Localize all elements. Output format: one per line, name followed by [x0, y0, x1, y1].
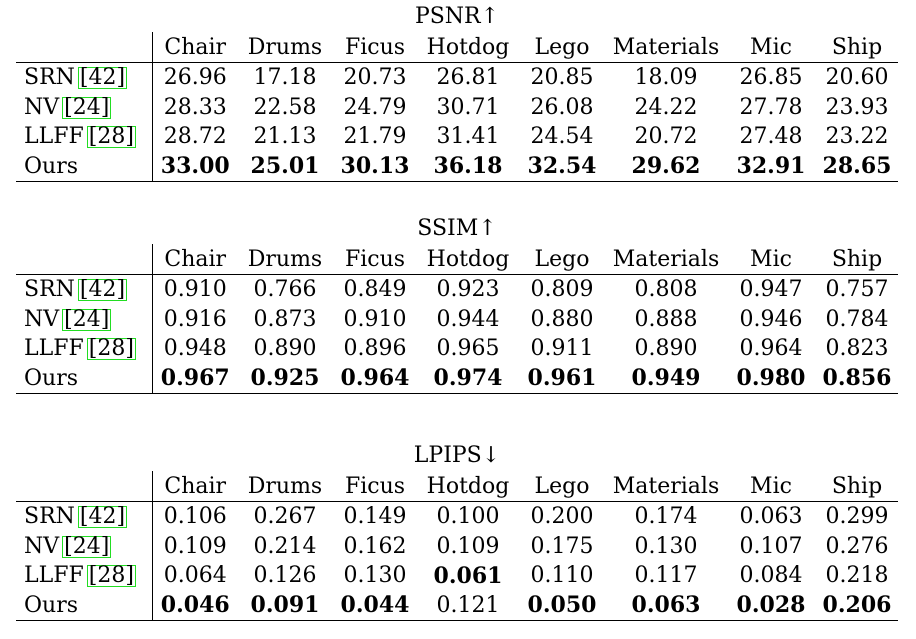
value-cell: 0.856 [816, 364, 898, 394]
value-cell: 0.126 [253, 563, 317, 589]
column-header: Ship [816, 471, 898, 502]
value-cell: 0.107 [739, 533, 803, 559]
value-cell: 0.109 [436, 533, 500, 559]
value-cell: 26.96 [163, 65, 227, 91]
value-cell: 0.967 [152, 364, 238, 394]
method-cell [16, 152, 152, 182]
corner-cell [16, 471, 152, 502]
header-row [16, 32, 898, 63]
column-header: Ficus [332, 244, 418, 275]
column-header: Chair [152, 244, 238, 275]
psnr-table [16, 32, 898, 182]
psnr-table-block [16, 2, 898, 182]
table-row [16, 334, 898, 364]
method-name: Ours [24, 153, 79, 179]
citation-number: 24 [72, 533, 101, 559]
value-cell: 0.117 [634, 563, 698, 589]
value-cell: 0.849 [343, 277, 407, 303]
value-cell: 26.85 [739, 65, 803, 91]
value-cell: 25.01 [238, 152, 332, 182]
method-name: LLFF [24, 563, 84, 589]
value-cell: 29.62 [606, 152, 726, 182]
value-cell: 20.60 [825, 65, 889, 91]
column-header: Mic [726, 32, 816, 63]
method-name: SRN [24, 277, 75, 303]
citation-link[interactable]: [28] [88, 124, 134, 150]
method-cell [16, 275, 152, 305]
citation-link[interactable]: [28] [88, 336, 134, 362]
column-header: Hotdog [418, 471, 518, 502]
value-cell: 0.947 [739, 277, 803, 303]
value-cell: 27.78 [739, 94, 803, 120]
value-cell: 0.106 [163, 504, 227, 530]
value-cell: 0.910 [163, 277, 227, 303]
citation-link[interactable]: [28] [88, 563, 134, 589]
value-cell: 20.85 [530, 65, 594, 91]
citation-link[interactable]: [24] [64, 533, 110, 559]
value-cell: 0.206 [816, 591, 898, 621]
column-header: Ship [816, 244, 898, 275]
citation-link[interactable]: [42] [79, 504, 126, 530]
value-cell: 0.044 [332, 591, 418, 621]
value-cell: 32.91 [726, 152, 816, 182]
column-header: Ship [816, 32, 898, 63]
lpips-table-block [16, 441, 898, 621]
value-cell: 0.925 [238, 364, 332, 394]
value-cell: 0.200 [530, 504, 594, 530]
value-cell: 0.109 [163, 533, 227, 559]
citation-number: 28 [97, 563, 126, 589]
value-cell: 0.214 [253, 533, 317, 559]
citation-number: 28 [97, 336, 126, 362]
value-cell: 0.809 [530, 277, 594, 303]
value-cell: 0.130 [343, 563, 407, 589]
citation-link[interactable]: [42] [79, 277, 126, 303]
citation-number: 24 [72, 306, 101, 332]
value-cell: 24.54 [530, 124, 594, 150]
method-cell [16, 591, 152, 621]
value-cell: 0.061 [433, 562, 503, 589]
value-cell: 0.880 [530, 306, 594, 332]
column-header: Drums [238, 32, 332, 63]
value-cell: 0.100 [436, 504, 500, 530]
corner-cell [16, 32, 152, 63]
value-cell: 0.121 [418, 591, 518, 621]
table-row [16, 63, 898, 93]
table-title: LPIPS↓ [413, 443, 501, 468]
value-cell: 30.71 [436, 94, 500, 120]
citation-link[interactable]: [24] [64, 306, 110, 332]
column-header: Hotdog [418, 32, 518, 63]
column-header: Drums [238, 471, 332, 502]
value-cell: 0.980 [726, 364, 816, 394]
value-cell: 0.911 [530, 336, 594, 362]
value-cell: 24.22 [634, 94, 698, 120]
column-header: Chair [152, 471, 238, 502]
table-row [16, 152, 898, 182]
table-title: SSIM↑ [417, 216, 497, 241]
value-cell: 0.766 [253, 277, 317, 303]
header-row [16, 471, 898, 502]
value-cell: 0.218 [825, 563, 889, 589]
method-cell [16, 93, 152, 123]
value-cell: 0.946 [739, 306, 803, 332]
table-row [16, 364, 898, 394]
method-name: SRN [24, 504, 75, 530]
citation-link[interactable]: [42] [79, 65, 126, 91]
method-cell [16, 502, 152, 532]
method-name: SRN [24, 65, 75, 91]
value-cell: 30.13 [332, 152, 418, 182]
value-cell: 0.063 [739, 504, 803, 530]
ssim-table-block [16, 214, 898, 394]
method-name: Ours [24, 365, 79, 391]
value-cell: 0.757 [825, 277, 889, 303]
value-cell: 0.888 [634, 306, 698, 332]
value-cell: 20.72 [634, 124, 698, 150]
citation-number: 42 [88, 504, 117, 530]
value-cell: 26.81 [436, 65, 500, 91]
method-name: LLFF [24, 336, 84, 362]
table-row [16, 93, 898, 123]
value-cell: 0.965 [436, 336, 500, 362]
value-cell: 24.79 [343, 94, 407, 120]
value-cell: 0.174 [634, 504, 698, 530]
column-header: Lego [518, 471, 606, 502]
citation-number: 42 [88, 65, 117, 91]
method-cell [16, 561, 152, 591]
table-row [16, 532, 898, 562]
method-cell [16, 334, 152, 364]
method-cell [16, 122, 152, 152]
value-cell: 0.949 [606, 364, 726, 394]
value-cell: 28.33 [163, 94, 227, 120]
lpips-table [16, 471, 898, 621]
value-cell: 0.064 [163, 563, 227, 589]
value-cell: 0.050 [518, 591, 606, 621]
value-cell: 0.873 [253, 306, 317, 332]
value-cell: 0.028 [726, 591, 816, 621]
value-cell: 0.063 [606, 591, 726, 621]
value-cell: 0.267 [253, 504, 317, 530]
method-name: NV [24, 533, 60, 559]
value-cell: 0.149 [343, 504, 407, 530]
value-cell: 0.823 [825, 336, 889, 362]
table-row [16, 591, 898, 621]
header-row [16, 244, 898, 275]
value-cell: 0.890 [253, 336, 317, 362]
value-cell: 0.084 [739, 563, 803, 589]
column-header: Drums [238, 244, 332, 275]
citation-number: 28 [97, 124, 126, 150]
value-cell: 0.961 [518, 364, 606, 394]
value-cell: 28.72 [163, 124, 227, 150]
citation-number: 42 [88, 277, 117, 303]
method-cell [16, 364, 152, 394]
ssim-table [16, 244, 898, 394]
value-cell: 32.54 [518, 152, 606, 182]
value-cell: 26.08 [530, 94, 594, 120]
value-cell: 36.18 [418, 152, 518, 182]
value-cell: 0.910 [343, 306, 407, 332]
value-cell: 0.896 [343, 336, 407, 362]
value-cell: 0.964 [739, 336, 803, 362]
method-name: Ours [24, 592, 79, 618]
value-cell: 0.944 [436, 306, 500, 332]
value-cell: 0.162 [343, 533, 407, 559]
value-cell: 0.276 [825, 533, 889, 559]
method-name: NV [24, 94, 60, 120]
value-cell: 20.73 [343, 65, 407, 91]
value-cell: 0.046 [152, 591, 238, 621]
citation-number: 24 [72, 94, 101, 120]
value-cell: 21.13 [253, 124, 317, 150]
value-cell: 33.00 [152, 152, 238, 182]
value-cell: 18.09 [634, 65, 698, 91]
column-header: Mic [726, 471, 816, 502]
column-header: Ficus [332, 32, 418, 63]
citation-link[interactable]: [24] [64, 94, 110, 120]
value-cell: 28.65 [816, 152, 898, 182]
method-cell [16, 532, 152, 562]
value-cell: 0.299 [825, 504, 889, 530]
value-cell: 0.890 [634, 336, 698, 362]
column-header: Materials [606, 471, 726, 502]
value-cell: 0.091 [238, 591, 332, 621]
value-cell: 27.48 [739, 124, 803, 150]
value-cell: 23.93 [825, 94, 889, 120]
column-header: Materials [606, 32, 726, 63]
corner-cell [16, 244, 152, 275]
value-cell: 31.41 [436, 124, 500, 150]
method-cell [16, 305, 152, 335]
value-cell: 0.923 [436, 277, 500, 303]
column-header: Mic [726, 244, 816, 275]
table-row [16, 561, 898, 591]
value-cell: 23.22 [825, 124, 889, 150]
column-header: Lego [518, 244, 606, 275]
value-cell: 0.964 [332, 364, 418, 394]
value-cell: 21.79 [343, 124, 407, 150]
method-name: NV [24, 306, 60, 332]
table-row [16, 305, 898, 335]
table-title: PSNR↑ [414, 4, 500, 29]
column-header: Chair [152, 32, 238, 63]
value-cell: 0.974 [418, 364, 518, 394]
table-row [16, 275, 898, 305]
value-cell: 0.948 [163, 336, 227, 362]
table-row [16, 122, 898, 152]
value-cell: 0.916 [163, 306, 227, 332]
value-cell: 17.18 [253, 65, 317, 91]
table-row [16, 502, 898, 532]
column-header: Lego [518, 32, 606, 63]
value-cell: 0.808 [634, 277, 698, 303]
method-cell [16, 63, 152, 93]
column-header: Hotdog [418, 244, 518, 275]
column-header: Ficus [332, 471, 418, 502]
value-cell: 0.110 [530, 563, 594, 589]
method-name: LLFF [24, 124, 84, 150]
value-cell: 22.58 [253, 94, 317, 120]
value-cell: 0.175 [530, 533, 594, 559]
value-cell: 0.130 [634, 533, 698, 559]
value-cell: 0.784 [825, 306, 889, 332]
column-header: Materials [606, 244, 726, 275]
